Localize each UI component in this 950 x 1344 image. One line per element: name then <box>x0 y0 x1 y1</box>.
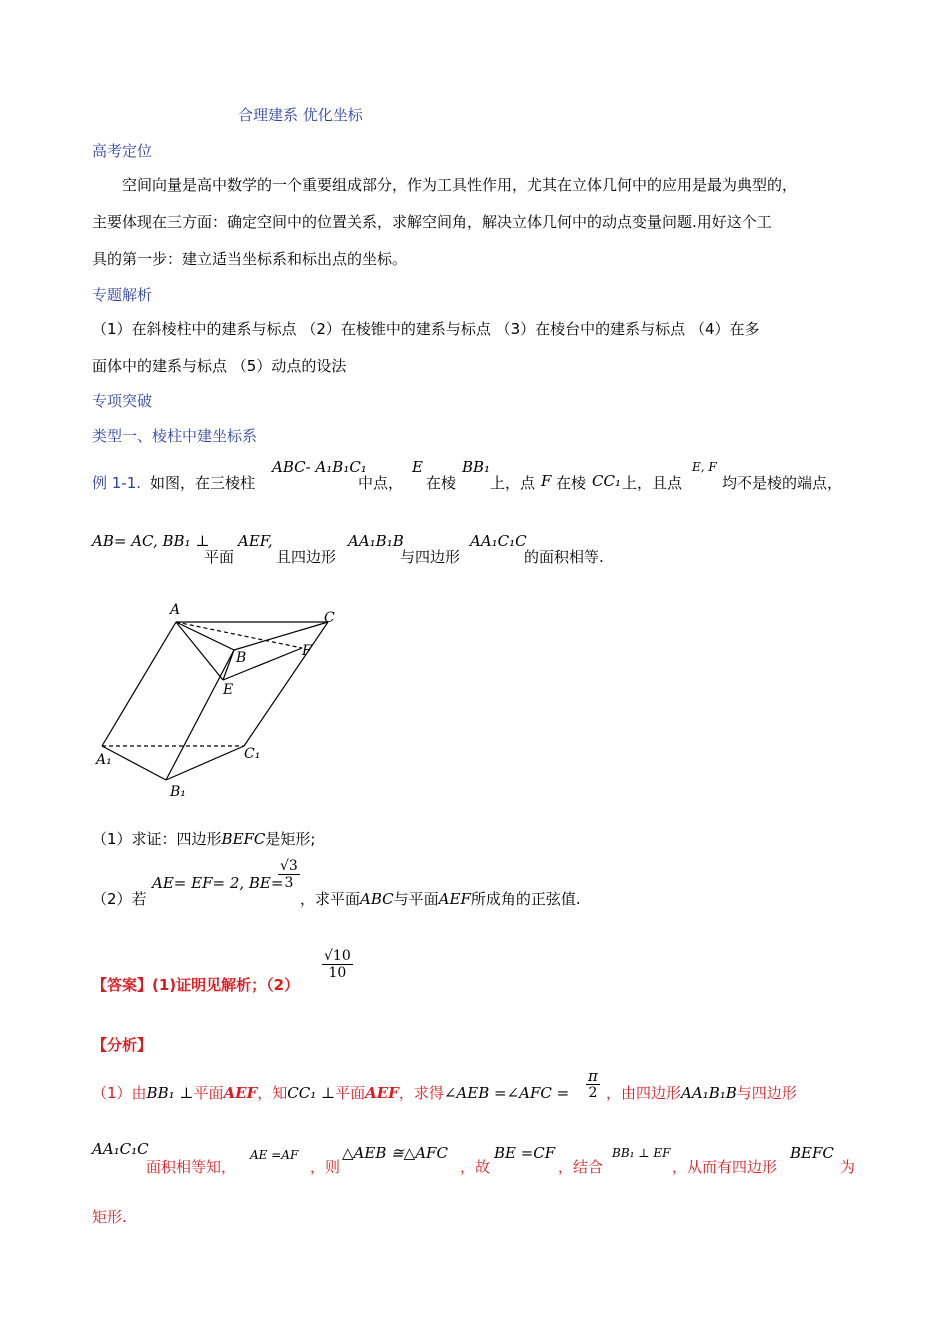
edge-cc1: CC₁ <box>592 472 621 490</box>
quad-aa1c1c: AA₁C₁C <box>470 532 527 550</box>
example-text-5: 在棱 <box>556 474 587 492</box>
q2-fraction-den: 3 <box>284 875 294 891</box>
pi-num: π <box>588 1067 598 1085</box>
al1-c: ，知 <box>257 1084 288 1102</box>
example-text-2: 中点， <box>358 474 404 492</box>
q1-suffix: 是矩形; <box>265 830 316 848</box>
q2-suffix: 所成角的正弦值. <box>470 890 581 908</box>
al1-quad: AA₁B₁B <box>681 1084 737 1102</box>
label-e: E <box>223 682 234 698</box>
q1-math: BEFC <box>221 830 266 848</box>
answer-part1: (1)证明见解析；（2） <box>152 976 300 994</box>
quad-aa1b1b: AA₁B₁B <box>348 532 404 550</box>
al2-e: ，从而有四边形 <box>672 1158 778 1176</box>
edge-be <box>223 650 234 680</box>
al2-c: ，故 <box>460 1158 491 1176</box>
answer-fraction <box>322 948 353 981</box>
al2-quad: AA₁C₁C <box>92 1140 149 1158</box>
example-text-4: 上，点 <box>490 474 536 492</box>
al1-e: ，求得 <box>398 1084 444 1102</box>
al1-angle: ∠AEB =∠AFC = <box>443 1084 570 1102</box>
edge-bc <box>234 622 328 650</box>
q2-abc: ABC <box>360 890 394 908</box>
q2-aef: AEF <box>438 890 471 908</box>
intro-line-3: 具的第一步：建立适当坐标系和标出点的坐标。 <box>92 250 408 268</box>
al1-aef1: AEF <box>223 1084 258 1102</box>
example-text-3: 在棱 <box>426 474 457 492</box>
al2-be: BE =CF <box>494 1144 556 1162</box>
analysis-line-3: 矩形. <box>92 1208 127 1226</box>
question-2 <box>92 860 147 908</box>
answer-fraction-num: √10 <box>324 948 351 964</box>
al1-g: 与四边形 <box>736 1084 797 1102</box>
heading-type1: 类型一、棱柱中建坐标系 <box>92 427 258 445</box>
label-a1: A₁ <box>96 752 112 768</box>
heading-analysis: 专题解析 <box>92 286 153 304</box>
q2-fraction <box>278 858 300 891</box>
example-text-6: 上，且点 <box>622 474 683 492</box>
example-text-7: 均不是棱的端点， <box>722 474 843 492</box>
al1-f: ，由四边形 <box>606 1084 682 1102</box>
example-text-9: 且四边形 <box>276 548 337 566</box>
analysis-line-1 <box>92 1082 569 1103</box>
analysis-label: 【分析】 <box>92 1036 153 1054</box>
al2-a: 面积相等知， <box>146 1158 237 1176</box>
edge-b1c1 <box>166 746 244 780</box>
edge-ae <box>176 622 223 680</box>
al2-f: 为 <box>840 1158 856 1176</box>
q2-math: AE= EF= 2, BE= <box>152 874 284 892</box>
condition-ab-ac: AB= AC, BB₁ ⊥ <box>92 532 210 550</box>
prism-figure <box>90 598 350 808</box>
pi-over-two <box>586 1068 600 1101</box>
q2-rest <box>300 888 581 909</box>
example-label: 例 1-1. <box>92 474 142 492</box>
point-e: E <box>412 458 423 476</box>
al2-befc: BEFC <box>790 1144 834 1162</box>
label-c1: C₁ <box>244 746 261 762</box>
topics-line-2: 面体中的建系与标点 （5）动点的设法 <box>92 357 347 375</box>
example-text-10: 与四边形 <box>400 548 461 566</box>
heading-breakthrough: 专项突破 <box>92 392 153 410</box>
edge-ef <box>223 648 302 680</box>
label-b1: B₁ <box>170 784 186 800</box>
points-ef: E, F <box>692 460 717 474</box>
q2-mid: ，求平面 <box>300 890 361 908</box>
al1-d: 平面 <box>335 1084 366 1102</box>
edge-ab <box>176 622 234 650</box>
label-a: A <box>170 602 181 618</box>
example-text-1: 如图，在三棱柱 <box>150 474 256 492</box>
al2-d: ，结合 <box>558 1158 604 1176</box>
label-b: B <box>236 650 247 666</box>
edge-aa1 <box>102 622 176 746</box>
al1-aef2: AEF <box>365 1084 399 1102</box>
label-f: F <box>302 643 312 659</box>
q2-fraction-num: √3 <box>280 858 298 874</box>
pi-den: 2 <box>588 1085 598 1101</box>
edge-cc1 <box>244 622 328 746</box>
al2-b: ，则 <box>310 1158 341 1176</box>
al1-cc1: CC₁ ⊥ <box>287 1084 336 1102</box>
question-1 <box>92 828 315 849</box>
topics-line-1: （1）在斜棱柱中的建系与标点 （2）在棱锥中的建系与标点 （3）在棱台中的建系与标点 （4）在多 <box>92 320 760 338</box>
point-f: F <box>541 472 552 490</box>
edge-bb1 <box>166 650 234 780</box>
plane-aef: AEF, <box>238 532 273 550</box>
example-text-11: 的面积相等. <box>524 548 604 566</box>
al2-cong: △AEB ≅△AFC <box>342 1144 448 1162</box>
page-title: 合理建系 优化坐标 <box>238 106 363 124</box>
al1-bb1: BB₁ ⊥ <box>146 1084 194 1102</box>
label-c: C <box>324 610 335 626</box>
prism-name: ABC- A₁B₁C₁ <box>272 458 367 476</box>
heading-positioning: 高考定位 <box>92 142 153 160</box>
q2-prefix: （2）若 <box>92 890 147 908</box>
analysis-line-1b <box>606 1082 797 1103</box>
intro-line-2: 主要体现在三方面：确定空间中的位置关系，求解空间角，解决立体几何中的动点变量问题.用好这个工 <box>92 213 772 231</box>
q2-with: 与平面 <box>393 890 439 908</box>
q1-prefix: （1）求证：四边形 <box>92 830 222 848</box>
al1-b: 平面 <box>193 1084 224 1102</box>
al2-perp: BB₁ ⊥ EF <box>612 1146 671 1160</box>
al2-eq: AE =AF <box>250 1148 299 1162</box>
al1-a: （1）由 <box>92 1084 147 1102</box>
intro-line-1: 空间向量是高中数学的一个重要组成部分，作为工具性作用，尤其在立体几何中的应用是最为典型的， <box>122 176 798 194</box>
answer-fraction-den: 10 <box>328 965 347 981</box>
example-text-8: 平面 <box>204 548 235 566</box>
answer-label: 【答案】 <box>92 976 153 994</box>
edge-bb1: BB₁ <box>462 458 491 476</box>
answer-line <box>92 974 299 995</box>
